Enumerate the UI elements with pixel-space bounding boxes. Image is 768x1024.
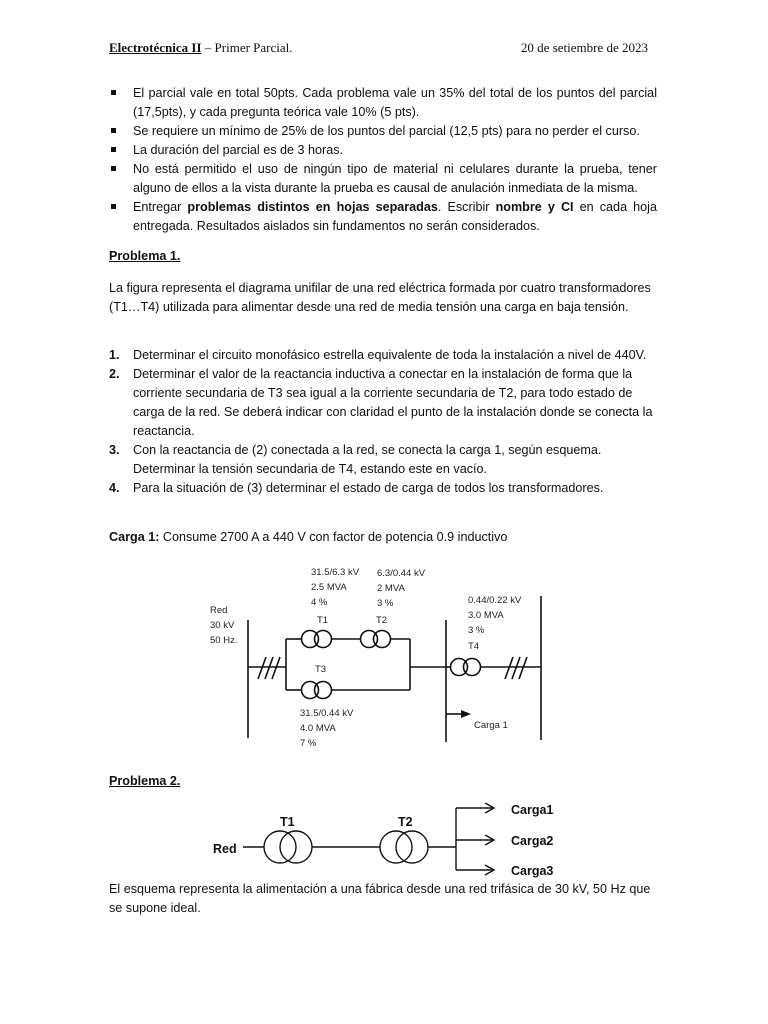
problema1-intro: La figura representa el diagrama unifilar de una red eléctrica formada por cuatro transformadores (T1…T4) utilizada para alimentar desde una red de media tensión una carga en baja tensión. [109,281,651,314]
question-text: Determinar el circuito monofásico estrella equivalente de toda la instalación a nivel de 440V. [133,348,647,362]
question-number: 2. [109,367,120,381]
red-label: Red [213,842,237,856]
t2-ratio: 6.3/0.44 kV [377,568,426,579]
problema2-text: El esquema representa la alimentación a una fábrica desde una red trifásica de 30 kV, 50 Hz que se supone ideal. [109,882,651,915]
carga1-label: Carga 1: [109,530,160,544]
t3-ratio: 31.5/0.44 kV [300,708,354,719]
t3-name: T3 [315,664,327,675]
t1-label: T1 [280,815,295,829]
t1-impedance: 4 % [311,597,328,608]
question-text: Determinar el valor de la reactancia inductiva a conectar en la instalación de forma que la corriente secundaria de T3 sea igual a la corriente secundaria de T2, para todo estado de carga de la red. Se deberá indicar con claridad el punto de la instalación donde se conecta la reactancia. [133,367,653,438]
carga1-text: Consume 2700 A a 440 V con factor de potencia 0.9 inductivo [159,530,508,544]
t1-power: 2.5 MVA [311,582,347,593]
rule-item: El parcial vale en total 50pts. Cada problema vale un 35% del total de los puntos del parcial (17,5pts), y cada pregunta teórica vale 10% (5 pts). [109,84,657,122]
t4-name: T4 [468,641,480,652]
t3-impedance: 7 % [300,738,317,749]
carga1-diagram-label: Carga 1 [474,720,508,731]
course-name: Electrotécnica II [109,40,202,55]
rule-text: en cada hoja entregada. Resultados aislados sin fundamentos no serán considerados. [133,200,657,233]
carga2-label: Carga2 [511,834,554,848]
problema2-title: Problema 2. [109,774,181,788]
t4-impedance: 3 % [468,625,485,636]
header-separator: – [201,40,215,55]
t4-power: 3.0 MVA [468,610,504,621]
rule-emphasis: nombre y CI [495,200,574,214]
rule-text: . Escribir [437,200,496,214]
question-text: Con la reactancia de (2) conectada a la red, se conecta la carga 1, según esquema. Determinar la tensión secundaria de T4, estando este en vacío. [133,443,602,476]
red-voltage: 30 kV [210,620,235,631]
red-frequency: 50 Hz. [210,635,238,646]
header-date: 20 de setiembre de 2023 [520,40,648,55]
exam-name: Primer Parcial. [214,40,293,55]
t2-power: 2 MVA [377,583,405,594]
question-number: 1. [109,348,120,362]
t2-name: T2 [376,615,388,626]
t1-ratio: 31.5/6.3 kV [311,567,360,578]
t2-impedance: 3 % [377,598,394,609]
question-number: 3. [109,443,120,457]
question-text: Para la situación de (3) determinar el estado de carga de todos los transformadores. [133,481,604,495]
rule-item: Se requiere un mínimo de 25% de los puntos del parcial (12,5 pts) para no perder el curso. [109,122,657,141]
rule-emphasis: problemas distintos en hojas separadas [187,200,438,214]
carga1-label: Carga1 [511,803,554,817]
t4-ratio: 0.44/0.22 kV [468,595,522,606]
problema1-title: Problema 1. [109,249,181,263]
rule-text: Entregar [133,200,188,214]
rule-item: No está permitido el uso de ningún tipo de material ni celulares durante la prueba, tener alguno de ellos a la vista durante la prueba es causal de anulación inmediata de la misma. [109,160,657,198]
rule-item: La duración del parcial es de 3 horas. [109,141,657,160]
t1-name: T1 [317,615,329,626]
t2-label: T2 [398,815,413,829]
t3-power: 4.0 MVA [300,723,336,734]
question-number: 4. [109,481,120,495]
red-label: Red [210,605,228,616]
carga3-label: Carga3 [511,864,554,878]
